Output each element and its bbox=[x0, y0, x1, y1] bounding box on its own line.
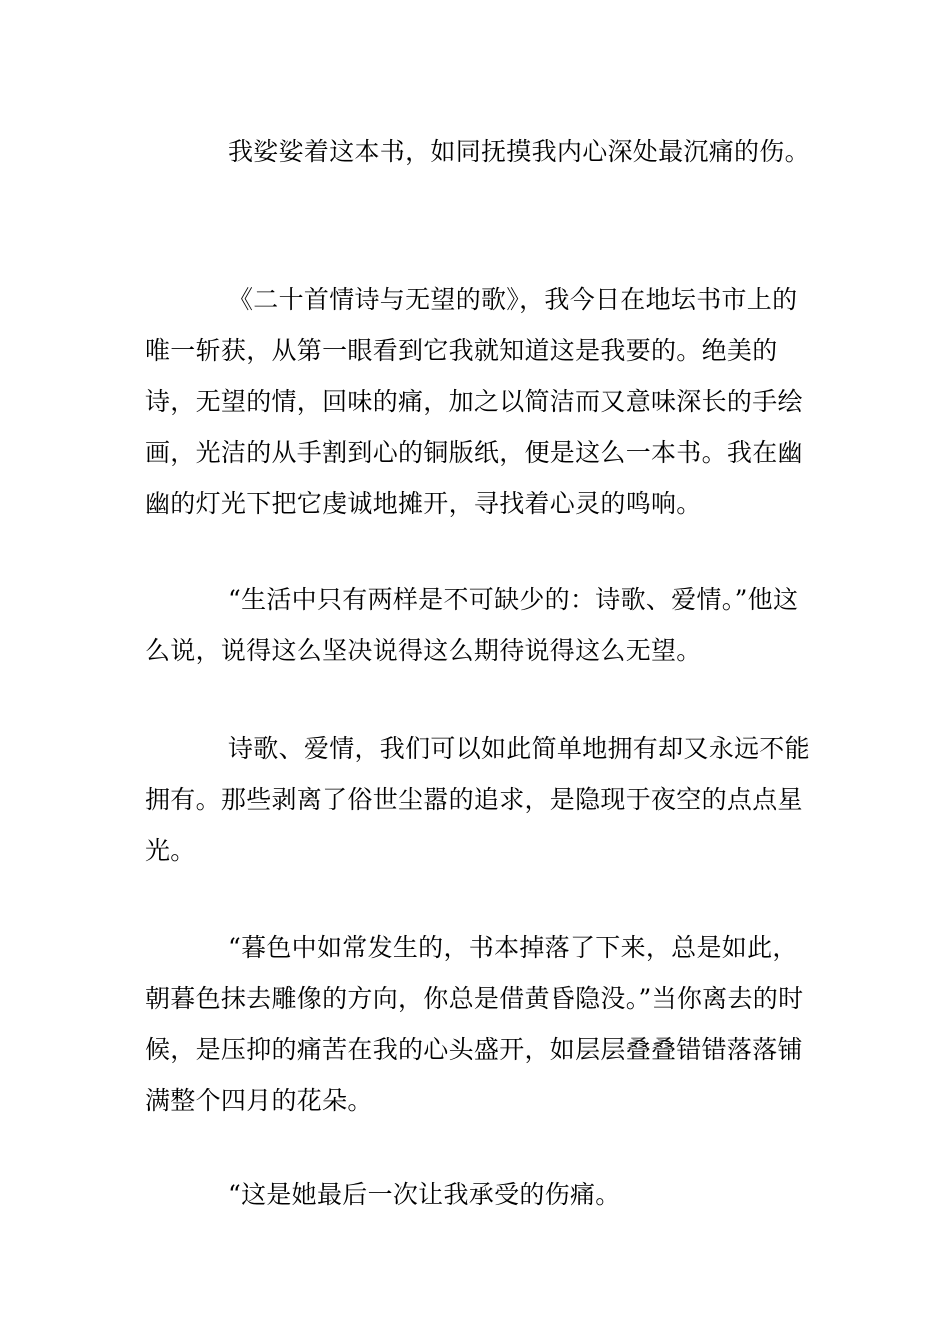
paragraph-1: 我娑娑着这本书，如同抚摸我内心深处最沉痛的伤。 bbox=[228, 137, 810, 166]
paragraph-4: 诗歌、爱情，我们可以如此简单地拥有却又永远不能拥有。那些剥离了俗世尘嚣的追求，是隐现于夜空的点点星光。 bbox=[145, 734, 810, 865]
paragraph-5: “暮色中如常发生的，书本掉落了下来，总是如此，朝暮色抹去雕像的方向，你总是借黄昏隐没。”当你离去的时候，是压抑的痛苦在我的心头盛开，如层层叠叠错错落落铺满整个四月的花朵。 bbox=[145, 933, 804, 1115]
paragraph-2: 《二十首情诗与无望的歌》，我今日在地坛书市上的唯一斩获，从第一眼看到它我就知道这是我要的。绝美的诗，无望的情，回味的痛，加之以简洁而又意味深长的手绘画，光洁的从手割到心的铜版纸，便是这么一本书。我在幽幽的灯光下把它虔诚地摊开，寻找着心灵的鸣响。 bbox=[145, 285, 803, 518]
paragraph-6: “这是她最后一次让我承受的伤痛。 bbox=[228, 1180, 621, 1209]
paragraph-3: “生活中只有两样是不可缺少的：诗歌、爱情。”他这么说，说得这么坚决说得这么期待说得这么无望。 bbox=[145, 585, 799, 665]
